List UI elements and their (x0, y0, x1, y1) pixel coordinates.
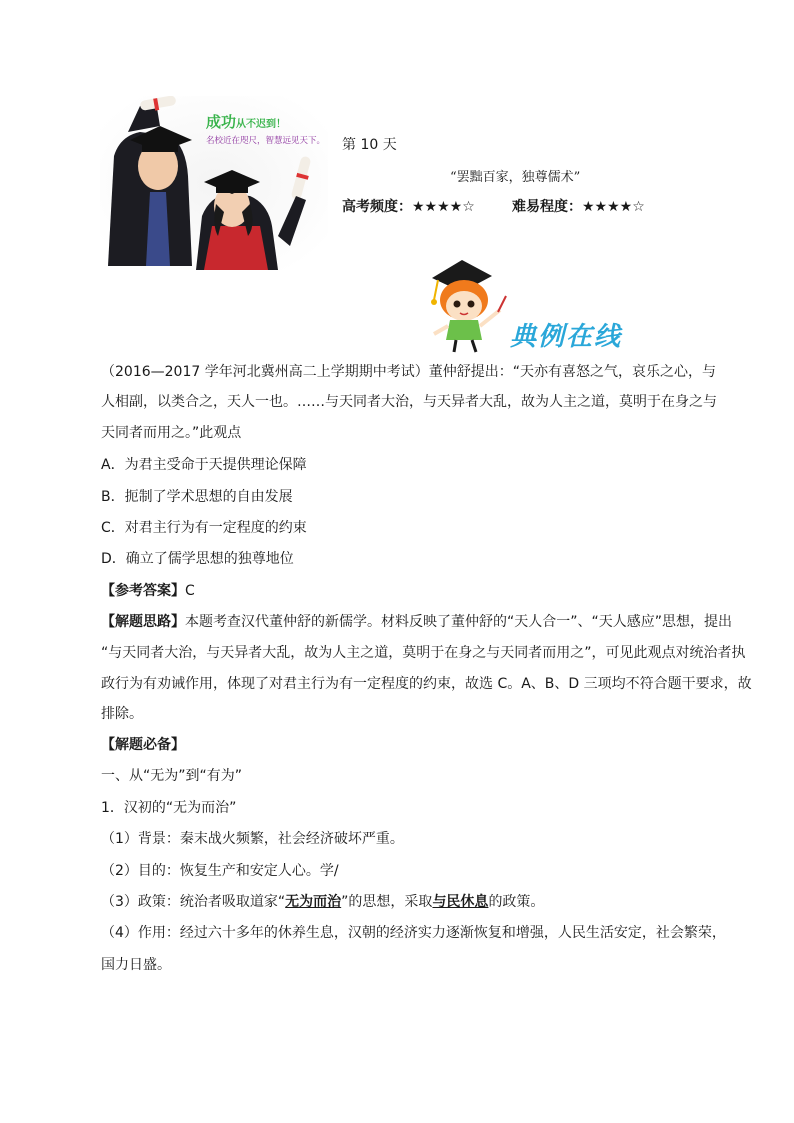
option-d: D．确立了儒学思想的独尊地位 (101, 551, 294, 567)
topic-subtitle: “罢黜百家，独尊儒术” (450, 170, 581, 185)
item3-prefix: （3）政策：统治者吸取道家“ (101, 894, 286, 910)
essentials-item1: （1）背景：秦末战火频繁，社会经济破坏严重。 (101, 831, 404, 847)
analysis-line2: “与天同者大治，与天异者大乱，故为人主之道，莫明于在身之与天同者而用之”，可见此观点对统治者执 (101, 645, 746, 661)
item3-underlined-wuwei: 无为而治 (285, 894, 342, 910)
option-a: A．为君主受命于天提供理论保障 (101, 457, 307, 473)
analysis-line1 (101, 614, 732, 632)
banner-slogan-green (206, 111, 286, 132)
answer-value: C (185, 583, 195, 599)
question-stem-line3: 天同者而用之。”此观点 (101, 425, 242, 441)
exam-frequency (342, 196, 475, 216)
frequency-label: 高考频度： (342, 199, 412, 215)
day-number: 第 10 天 (342, 137, 397, 153)
frequency-stars: ★★★★☆ (412, 199, 475, 215)
item3-middle: ”的思想，采取 (341, 894, 433, 910)
analysis-text1: 本题考查汉代董仲舒的新儒学。材料反映了董仲舒的“天人合一”、“天人感应”思想，提出 (185, 614, 733, 630)
section-title: 典例在线 (510, 322, 623, 352)
difficulty-stars: ★★★★☆ (582, 199, 645, 215)
banner-never-late-text: 从不迟到！ (236, 119, 287, 130)
difficulty-label: 难易程度： (512, 199, 582, 215)
essentials-heading2: 1．汉初的“无为而治” (101, 800, 237, 816)
essentials-item3 (101, 894, 544, 912)
question-stem-line2: 人相副，以类合之，天人一也。……与天同者大治，与天异者大乱，故为人主之道，莫明于在身之与 (101, 394, 717, 410)
banner-success-text: 成功 (206, 113, 237, 131)
mascot-girl-icon (420, 256, 510, 354)
analysis-label: 【解题思路】 (101, 614, 185, 630)
analysis-line4: 排除。 (101, 706, 143, 722)
essentials-label: 【解题必备】 (101, 737, 185, 753)
difficulty-rating (512, 196, 645, 216)
essentials-item2: （2）目的：恢复生产和安定人心。学/ (101, 863, 339, 879)
analysis-line3: 政行为有劝诫作用，体现了对君主行为有一定程度的约束，故选 C。A、B、D 三项均不符合题干要求，故 (101, 676, 752, 692)
answer-label: 【参考答案】 (101, 583, 185, 599)
question-stem-line1: （2016—2017 学年河北冀州高二上学期期中考试）董仲舒提出：“天亦有喜怒之气，哀乐之心，与 (101, 364, 716, 380)
reference-answer (101, 583, 195, 601)
essentials-item4-line1: （4）作用：经过六十多年的休养生息，汉朝的经济实力逐渐恢复和增强，人民生活安定，社会繁荣， (101, 925, 726, 941)
banner-slogan-purple: 名校近在咫尺，智慧远见天下。 (206, 136, 326, 146)
item3-underlined-xiuxi: 与民休息 (432, 894, 489, 910)
option-c: C．对君主行为有一定程度的约束 (101, 520, 307, 536)
option-b: B．扼制了学术思想的自由发展 (101, 489, 293, 505)
essentials-item4-line2: 国力日盛。 (101, 957, 171, 973)
essentials-heading1: 一、从“无为”到“有为” (101, 768, 243, 784)
item3-suffix: 的政策。 (488, 894, 545, 910)
